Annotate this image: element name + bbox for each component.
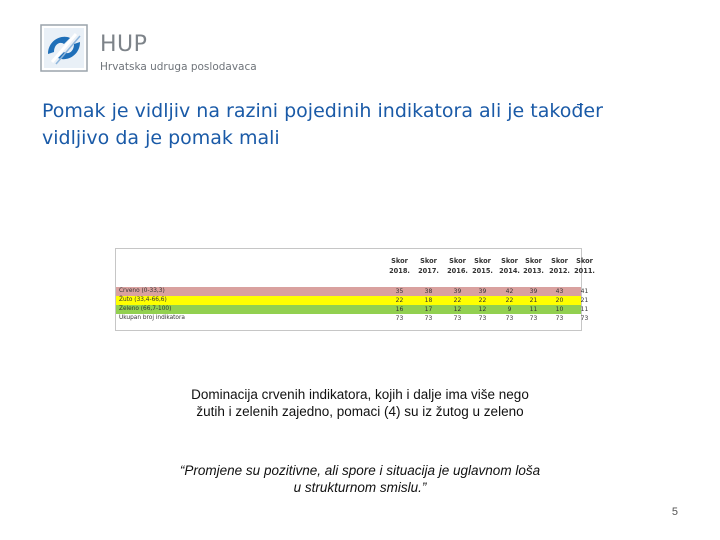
table-cell: 39 [453,288,462,295]
table-cell: 22 [453,297,462,304]
table-row [116,305,589,314]
column-header-year: 2015. [472,267,493,275]
table-cell: 39 [478,288,487,295]
column-header [496,256,523,276]
table-cell: 21 [580,297,589,304]
column-header-label: Skor [501,257,518,265]
table-cell: 43 [555,288,564,295]
column-header [444,256,471,276]
table-cell: 73 [505,315,514,322]
table-cell: 35 [395,288,404,295]
table-cell: 41 [580,288,589,295]
slide-heading: Pomak je vidljiv na razini pojedinih indikatora ali je također vidljivo da je pomak mali [42,100,603,149]
column-header-year: 2018. [389,267,410,275]
column-header [386,256,413,276]
table-cell: 73 [555,315,564,322]
hup-logo-icon [40,24,88,72]
column-header-label: Skor [525,257,542,265]
column-header-year: 2014. [499,267,520,275]
row-label: Crveno (0-33,3) [119,288,165,294]
table-cell: 39 [529,288,538,295]
table-cell: 21 [529,297,538,304]
table-row [116,314,589,323]
column-header-label: Skor [551,257,568,265]
column-header-label: Skor [474,257,491,265]
table-cell: 11 [580,306,589,313]
column-header [469,256,496,276]
caption-text: Dominacija crvenih indikatora, kojih i dalje ima više nego žutih i zelenih zajedno, pomaci (4) su iz žutog u zeleno [191,387,529,419]
table-cell: 73 [478,315,487,322]
table-cell: 73 [395,315,404,322]
logo-subtitle: Hrvatska udruga poslodavaca [100,61,257,73]
table-cell: 22 [395,297,404,304]
table-cell: 22 [505,297,514,304]
column-header [520,256,547,276]
page-number: 5 [671,506,678,518]
table-cell: 9 [507,306,512,313]
column-header-label: Skor [576,257,593,265]
table-cell: 38 [424,288,433,295]
table-cell: 22 [478,297,487,304]
table-cell: 73 [580,315,589,322]
table-cell: 12 [478,306,487,313]
column-header [415,256,442,276]
table-cell: 17 [424,306,433,313]
table-cell: 18 [424,297,433,304]
logo-title: HUP [100,32,148,57]
quote-text: “Promjene su pozitivne, ali spore i situacija je uglavnom loša u strukturnom smislu.” [179,463,541,495]
row-label: Ukupan broj indikatora [119,315,185,321]
table-row [116,296,589,305]
column-header-label: Skor [449,257,466,265]
column-header-year: 2016. [447,267,468,275]
table-cell: 12 [453,306,462,313]
column-header-year: 2012. [549,267,570,275]
column-header [571,256,598,276]
column-header-year: 2017. [418,267,439,275]
column-header-year: 2013. [523,267,544,275]
column-header-year: 2011. [574,267,595,275]
table-header [116,249,595,285]
table-cell: 11 [529,306,538,313]
table-cell: 73 [453,315,462,322]
table-cell: 20 [555,297,564,304]
table-cell: 16 [395,306,404,313]
column-header-label: Skor [420,257,437,265]
indicator-table [115,248,595,331]
table-row [116,287,589,296]
row-label: Žuto (33,4-66,6) [119,297,167,303]
table-cell: 10 [555,306,564,313]
row-label: Zeleno (66,7-100) [119,306,172,312]
table-cell: 73 [424,315,433,322]
table-cell: 42 [505,288,514,295]
column-header [546,256,573,276]
column-header-label: Skor [391,257,408,265]
hup-logo [40,24,260,76]
table-cell: 73 [529,315,538,322]
